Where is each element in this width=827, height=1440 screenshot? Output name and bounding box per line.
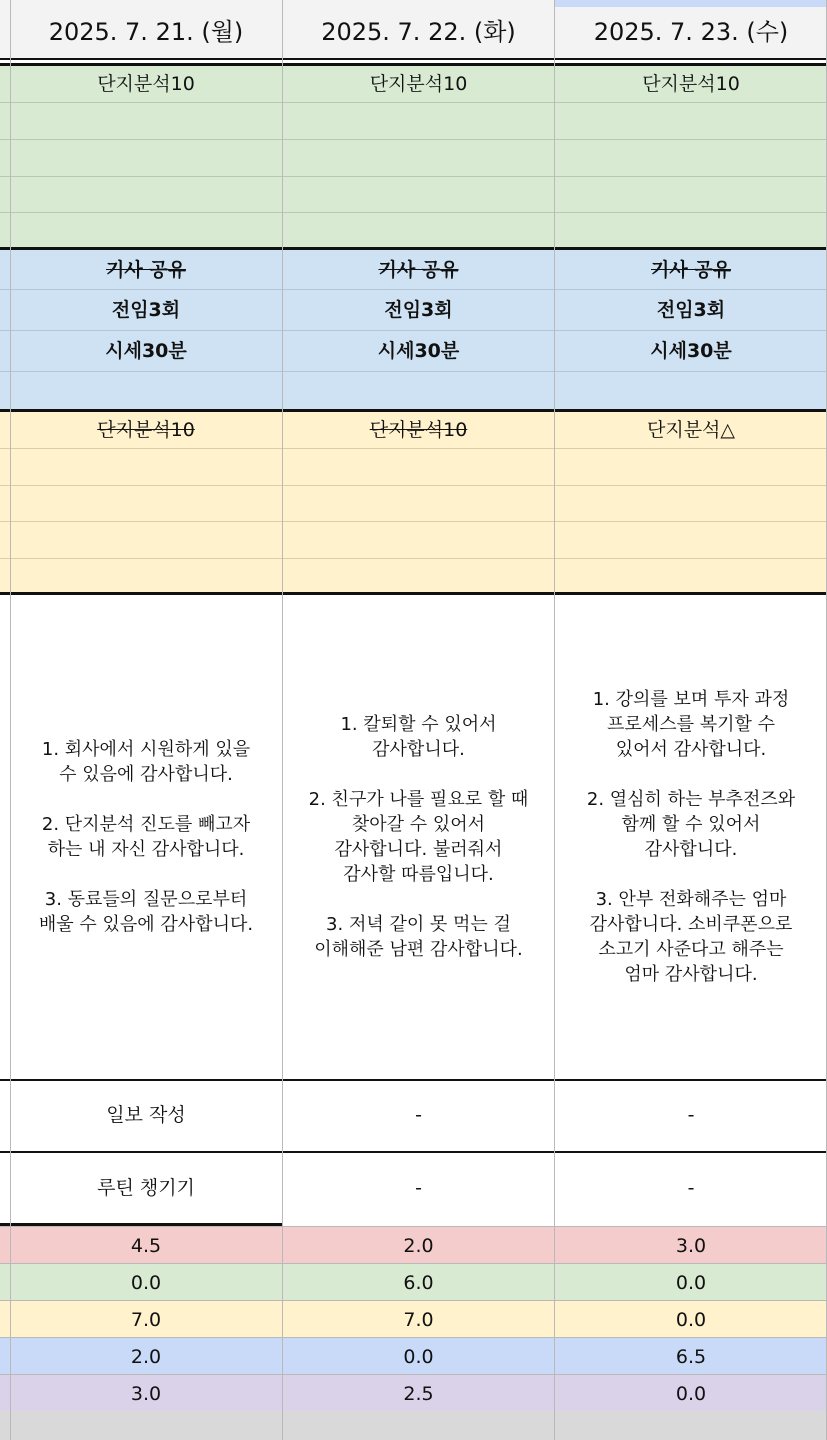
article-share-label: 기사 공유: [650, 259, 732, 281]
daily-report-cell[interactable]: [283, 1081, 554, 1151]
hours-cell[interactable]: [283, 1227, 554, 1264]
lecture-label: 전임3회: [111, 299, 181, 321]
row-divider: [0, 289, 827, 290]
market-price-label: 시세30분: [650, 340, 732, 362]
gratitude-journal-row: [0, 595, 827, 1079]
hours-cell[interactable]: [10, 1338, 282, 1375]
daily-report-cell[interactable]: [555, 1081, 827, 1151]
hours-value: 2.5: [403, 1383, 434, 1405]
routine-cell[interactable]: [283, 1153, 554, 1223]
yellow-task-block: [0, 412, 827, 592]
hours-value: 0.0: [675, 1272, 707, 1294]
hours-value: 2.0: [403, 1235, 434, 1257]
hours-row: [0, 1375, 827, 1412]
hours-value: 0.0: [403, 1346, 434, 1368]
row-divider: [0, 558, 827, 559]
task-label: 단지분석10: [369, 419, 468, 441]
task-label: 단지분석10: [369, 73, 468, 95]
market-price-label: 시세30분: [377, 340, 460, 362]
hours-row: [0, 1301, 827, 1338]
hours-cell[interactable]: [555, 1375, 827, 1412]
daily-report-cell[interactable]: [10, 1081, 282, 1151]
hours-value: 3.0: [130, 1383, 162, 1405]
lecture-label: 전임3회: [656, 299, 726, 321]
gratitude-text: 1. 회사에서 시원하게 있을 수 있음에 감사합니다. 2. 단지분석 진도를 빼고자 하는 내 자신 감사합니다. 3. 동료들의 질문으로부터 배울 수 있음에 감사합니다.: [38, 739, 254, 935]
lecture-label: 전임3회: [384, 299, 453, 321]
footer-row: [0, 1411, 827, 1440]
row-divider: [0, 212, 827, 213]
date-label: 2025. 7. 21. (월): [48, 18, 244, 46]
date-header-cell[interactable]: [555, 0, 827, 60]
hours-value: 0.0: [675, 1309, 707, 1331]
hours-value: 0.0: [130, 1272, 162, 1294]
row-divider: [0, 102, 827, 103]
task-label: -: [415, 1177, 422, 1199]
date-header-cell[interactable]: [10, 0, 282, 60]
routine-cell[interactable]: [10, 1153, 282, 1223]
hours-value: 7.0: [130, 1309, 162, 1331]
row-divider: [0, 521, 827, 522]
daily-report-row: [0, 1081, 827, 1151]
row-divider: [0, 448, 827, 449]
hours-cell[interactable]: [10, 1375, 282, 1412]
hours-cell[interactable]: [283, 1375, 554, 1412]
column-divider: [554, 0, 555, 1440]
hours-row: [0, 1338, 827, 1375]
task-label: 일보 작성: [106, 1104, 186, 1126]
column-divider: [282, 0, 283, 1440]
routine-row: [0, 1153, 827, 1223]
hours-value: 6.5: [675, 1346, 707, 1368]
market-price-label: 시세30분: [105, 340, 187, 362]
hours-value: 3.0: [675, 1235, 707, 1257]
column-divider: [10, 0, 11, 1440]
row-divider: [0, 330, 827, 331]
row-divider: [0, 176, 827, 177]
hours-cell[interactable]: [555, 1264, 827, 1301]
hours-cell[interactable]: [10, 1264, 282, 1301]
hours-value: 0.0: [675, 1383, 707, 1405]
task-label: 단지분석10: [97, 419, 195, 441]
hours-cell[interactable]: [555, 1227, 827, 1264]
task-label: 단지분석10: [642, 73, 740, 95]
yellow-task-cell[interactable]: [10, 412, 282, 592]
routine-cell[interactable]: [555, 1153, 827, 1223]
hours-value: 4.5: [130, 1235, 162, 1257]
hours-row: [0, 1227, 827, 1264]
task-label: -: [687, 1104, 695, 1126]
hours-cell[interactable]: [555, 1301, 827, 1338]
green-task-cell[interactable]: [283, 66, 554, 247]
green-task-cell[interactable]: [10, 66, 282, 247]
task-label: 단지분석△: [646, 419, 736, 441]
hours-row: [0, 1264, 827, 1301]
hours-cell[interactable]: [283, 1264, 554, 1301]
gratitude-cell[interactable]: [283, 595, 554, 1079]
hours-value: 7.0: [403, 1309, 434, 1331]
task-label: 단지분석10: [97, 73, 195, 95]
gratitude-cell[interactable]: [555, 595, 827, 1079]
row-divider: [0, 485, 827, 486]
hours-value: 2.0: [130, 1346, 162, 1368]
gratitude-text: 1. 칼퇴할 수 있어서 감사합니다. 2. 친구가 나를 필요로 할 때 찾아갈 수 있어서 감사합니다. 불러줘서 감사할 따름입니다. 3. 저녁 같이 못 먹는 걸 이해해준 남편 감사합니다.: [308, 714, 529, 960]
date-label: 2025. 7. 22. (화): [321, 18, 516, 46]
hours-cell[interactable]: [10, 1227, 282, 1264]
green-task-block: [0, 66, 827, 247]
task-label: -: [415, 1104, 422, 1126]
yellow-task-cell[interactable]: [283, 412, 554, 592]
hours-cell[interactable]: [283, 1338, 554, 1375]
date-label: 2025. 7. 23. (수): [593, 18, 789, 46]
hours-cell[interactable]: [555, 1338, 827, 1375]
task-label: -: [687, 1177, 695, 1199]
date-header-cell[interactable]: [283, 0, 554, 60]
hours-cell[interactable]: [283, 1301, 554, 1338]
hours-value: 6.0: [403, 1272, 434, 1294]
task-label: 루틴 챙기기: [97, 1177, 195, 1199]
article-share-label: 기사 공유: [105, 259, 187, 281]
hours-cell[interactable]: [10, 1301, 282, 1338]
row-divider: [0, 371, 827, 372]
date-header-row: [0, 0, 827, 60]
yellow-task-cell[interactable]: [555, 412, 827, 592]
gratitude-text: 1. 강의를 보며 투자 과정 프로세스를 복기할 수 있어서 감사합니다. 2. 열심히 하는 부추전즈와 함께 할 수 있어서 감사합니다. 3. 안부 전화해주는 엄마 감사합니다. 소비쿠폰으로 소고기 사준다고 해주는 엄마 감사합니다.: [586, 689, 796, 985]
gratitude-cell[interactable]: [10, 595, 282, 1079]
header-border: [0, 58, 827, 60]
green-task-cell[interactable]: [555, 66, 827, 247]
row-divider: [0, 139, 827, 140]
article-share-label: 기사 공유: [378, 259, 459, 281]
